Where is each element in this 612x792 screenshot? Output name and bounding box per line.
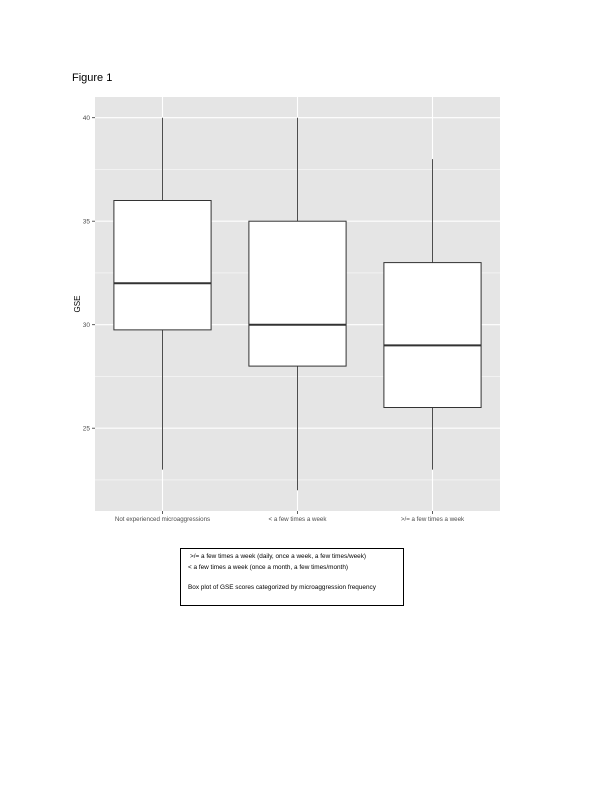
box-iqr xyxy=(384,263,481,408)
figure-label: Figure 1 xyxy=(72,72,113,84)
box-iqr xyxy=(249,221,346,366)
y-tick-label: 40 xyxy=(82,114,90,122)
x-tick-label: Not experienced microaggressions xyxy=(114,516,211,523)
caption-box xyxy=(180,548,404,606)
y-axis-title: GSE xyxy=(73,295,82,313)
caption-line-high-frequency: >/= a few times a week (daily, once a week, a few times/week) xyxy=(190,553,367,560)
y-tick-label: 30 xyxy=(82,321,90,329)
x-tick-label: >/= a few times a week xyxy=(400,516,465,523)
box-iqr xyxy=(114,201,211,330)
y-tick-label: 25 xyxy=(82,425,90,433)
y-tick-label: 35 xyxy=(82,218,90,226)
caption-description: Box plot of GSE scores categorized by microaggression frequency xyxy=(188,583,376,591)
caption-line-low-frequency: < a few times a week (once a month, a few times/month) xyxy=(188,564,349,572)
x-tick-label: < a few times a week xyxy=(268,516,327,523)
